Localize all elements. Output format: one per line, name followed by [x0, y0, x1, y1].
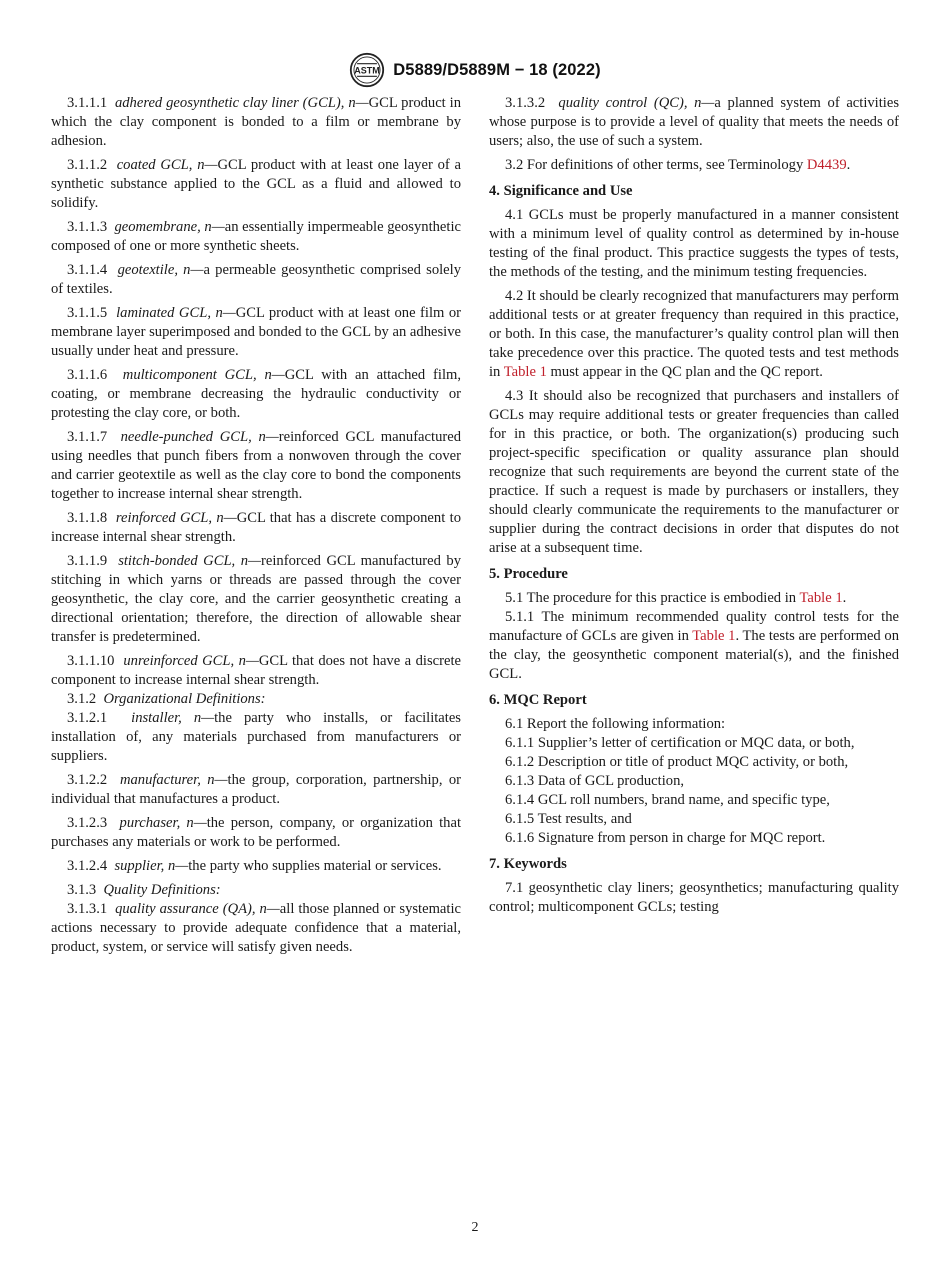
definition-purchaser: 3.1.2.3 purchaser, n—the person, company, or organization that purchases any materials or work to be performed.: [51, 815, 462, 850]
paragraph-4-2: 4.2 It should be clearly recognized that manufacturers may perform additional tests or at greater frequency than required in this practice, or both. In this case, the manufacturer’s quality control plan will then take precedence over this practice. The quoted tests and test methods in Table 1 must appear in the QC plan and the QC report.: [489, 288, 899, 380]
paragraph-5-1-1: 5.1.1 The minimum recommended quality control tests for the manufacture of GCLs are given in Table 1. The tests are performed on the clay, the geosynthetic component material(s), and the finished GCL.: [489, 609, 899, 682]
reference-link-d4439[interactable]: D4439: [806, 157, 847, 173]
list-item: 6.1.2 Description or title of product MQC activity, or both,: [505, 754, 849, 770]
list-item: 6.1 Report the following information:: [505, 716, 726, 732]
left-column: [51, 94, 461, 962]
subsection-quality-definitions: 3.1.3 Quality Definitions:: [67, 882, 221, 898]
paragraph-7-1: 7.1 geosynthetic clay liners; geosynthetics; manufacturing quality control; multicomponent GCLs; testing: [489, 880, 899, 915]
section-heading-mqc-report: 6. MQC Report: [489, 692, 587, 708]
definition-laminated-gcl: 3.1.1.5 laminated GCL, n—GCL product with at least one film or membrane layer superimposed and bonded to the GCL by an adhesive usually under heat and pressure.: [51, 305, 461, 359]
list-item: 6.1.3 Data of GCL production,: [505, 773, 685, 789]
paragraph-4-3: 4.3 It should also be recognized that purchasers and installers of GCLs may require additional tests or greater frequencies than called for in this practice, or both. The organization(s) producing such project-specific specification or quality assurance plan should recognize that such requirements are beyond the current state of the practice. If such a request is made by purchasers or installers, they should clearly communicate the requirements to the manufacturer or supplier during the contract decisions in order that disputes do not arise at a subsequent time.: [489, 388, 899, 556]
definition-needle-punched-gcl: 3.1.1.7 needle-punched GCL, n—reinforced GCL manufactured using needles that punch fibers from a nonwoven through the cover and carrier geotextile as well as the clay core to bond the components together to increase internal shear strength.: [51, 429, 462, 502]
paragraph-4-1: 4.1 GCLs must be properly manufactured in a manner consistent with a minimum level of quality control as determined by in-house testing of the final product. This practice suggests the types of tests, the methods of the testing, and the minimum testing frequencies.: [489, 207, 899, 280]
definition-installer: 3.1.2.1 installer, n—the party who installs, or facilitates installation of, any materials purchased from manufacturers or suppliers.: [51, 710, 461, 764]
definition-adhered-gcl: 3.1.1.1 adhered geosynthetic clay liner (GCL), n—GCL product in which the clay component is bonded to a film or membrane by adhesion.: [51, 95, 461, 149]
astm-logo-icon: [349, 52, 385, 88]
list-item: 6.1.4 GCL roll numbers, brand name, and specific type,: [505, 792, 830, 808]
reference-link-table-1[interactable]: Table 1: [692, 628, 736, 644]
definition-quality-control: 3.1.3.2 quality control (QC), n—a planned system of activities whose purpose is to provide a level of quality that meets the needs of users; also, the use of such a system.: [489, 95, 900, 149]
definition-multicomponent-gcl: 3.1.1.6 multicomponent GCL, n—GCL with an attached film, coating, or membrane decreasing the hydraulic conductivity or protesting the clay core, or both.: [51, 367, 461, 421]
list-item: 6.1.5 Test results, and: [505, 811, 632, 827]
definition-supplier: 3.1.2.4 supplier, n—the party who supplies material or services.: [67, 858, 442, 874]
paragraph-3-2: 3.2 For definitions of other terms, see Terminology D4439.: [505, 157, 851, 173]
section-heading-keywords: 7. Keywords: [489, 856, 567, 872]
definition-geomembrane: 3.1.1.3 geomembrane, n—an essentially impermeable geosynthetic composed of one or more synthetic sheets.: [51, 219, 461, 254]
page-header: [0, 52, 950, 88]
definition-quality-assurance: 3.1.3.1 quality assurance (QA), n—all those planned or systematic actions necessary to provide adequate confidence that a material, product, system, or service will satisfy given needs.: [51, 901, 461, 955]
section-heading-procedure: 5. Procedure: [489, 566, 568, 582]
subsection-organizational-definitions: 3.1.2 Organizational Definitions:: [67, 691, 266, 707]
list-item: 6.1.6 Signature from person in charge for MQC report.: [505, 830, 826, 846]
definition-unreinforced-gcl: 3.1.1.10 unreinforced GCL, n—GCL that does not have a discrete component to increase internal shear strength.: [51, 653, 461, 688]
list-item: 6.1.1 Supplier’s letter of certification or MQC data, or both,: [505, 735, 855, 751]
reference-link-table-1[interactable]: Table 1: [799, 590, 843, 606]
paragraph-5-1: 5.1 The procedure for this practice is embodied in Table 1.: [505, 590, 847, 606]
section-heading-significance: 4. Significance and Use: [489, 183, 633, 199]
definition-stitch-bonded-gcl: 3.1.1.9 stitch-bonded GCL, n—reinforced GCL manufactured by stitching in which yarns or threads are passed through the cover geosynthetic, the clay core, and the carrier geosynthetic creating a directional orientation; therefore, the direction of allowable shear transfer is predetermined.: [51, 553, 462, 645]
reference-link-table-1[interactable]: Table 1: [503, 364, 547, 380]
definition-geotextile: 3.1.1.4 geotextile, n—a permeable geosynthetic comprised solely of textiles.: [51, 262, 462, 297]
page-number: 2: [471, 1220, 479, 1235]
definition-manufacturer: 3.1.2.2 manufacturer, n—the group, corporation, partnership, or individual that manufactures a product.: [51, 772, 462, 807]
svg-text:ASTM: ASTM: [354, 65, 381, 76]
definition-reinforced-gcl: 3.1.1.8 reinforced GCL, n—GCL that has a discrete component to increase internal shear strength.: [51, 510, 461, 545]
document-designation: D5889/D5889M − 18 (2022): [393, 60, 601, 79]
definition-coated-gcl: 3.1.1.2 coated GCL, n—GCL product with at least one layer of a synthetic substance applied to the GCL as a fluid and allowed to solidify.: [51, 157, 461, 211]
right-column: [489, 94, 899, 922]
